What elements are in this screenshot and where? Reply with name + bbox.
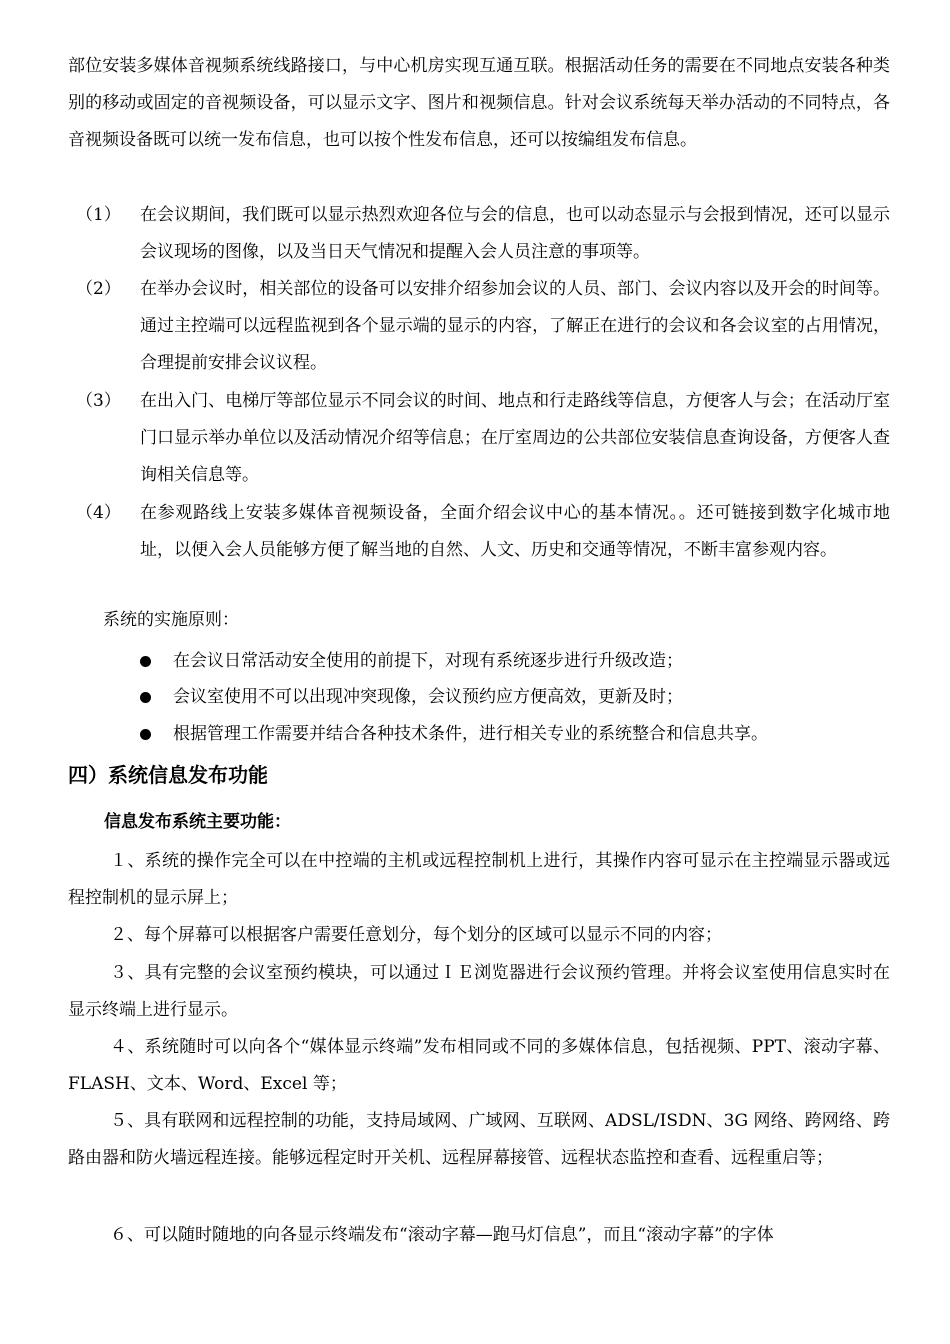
section-heading: 四）系统信息发布功能 (68, 763, 268, 787)
bullet-text: 在会议日常活动安全使用的前提下，对现有系统逐步进行升级改造； (173, 651, 683, 671)
bullet-text: 会议室使用不可以出现冲突现像，会议预约应方便高效，更新及时； (173, 687, 683, 707)
list-item-number: （2） (76, 279, 121, 299)
bullet-dot-icon (140, 656, 151, 667)
function-item-5: ５、具有联网和远程控制的功能，支持局域网、广域网、互联网、ADSL/ISDN、3G 网络、跨网络、跨路由器和防火墙远程连接。能够远程定时开关机、远程屏幕接管、远程状态监控和查看、远程重启等； (68, 1111, 890, 1168)
function-item-1: １、系统的操作完全可以在中控端的主机或远程控制机上进行，其操作内容可显示在主控端显示器或远程控制机的显示屏上； (68, 851, 890, 908)
intro-paragraph: 部位安装多媒体音视频系统线路接口，与中心机房实现互通互联。根据活动任务的需要在不同地点安装各种类别的移动或固定的音视频设备，可以显示文字、图片和视频信息。针对会议系统每天举办活动的不同特点，各音视频设备既可以统一发布信息，也可以按个性发布信息，还可以按编组发布信息。 (68, 56, 890, 150)
function-item-4: ４、系统随时可以向各个“媒体显示终端”发布相同或不同的多媒体信息，包括视频、PPT、滚动字幕、FLASH、文本、Word、Excel 等； (68, 1037, 890, 1094)
bullet-dot-icon (140, 692, 151, 703)
list-item-text: 在出入门、电梯厅等部位显示不同会议的时间、地点和行走路线等信息，方便客人与会；在活动厅室门口显示举办单位以及活动情况介绍等信息；在厅室周边的公共部位安装信息查询设备，方便客人查询相关信息等。 (140, 391, 890, 485)
list-item-text: 在举办会议时，相关部位的设备可以安排介绍参加会议的人员、部门、会议内容以及开会的时间等。通过主控端可以远程监视到各个显示端的显示的内容，了解正在进行的会议和各会议室的占用情况，合理提前安排会议议程。 (140, 279, 890, 373)
list-item-text: 在会议期间，我们既可以显示热烈欢迎各位与会的信息，也可以动态显示与会报到情况，还可以显示会议现场的图像，以及当日天气情况和提醒入会人员注意的事项等。 (140, 205, 890, 262)
function-item-3: ３、具有完整的会议室预约模块，可以通过ＩＥ浏览器进行会议预约管理。并将会议室使用信息实时在显示终端上进行显示。 (68, 963, 890, 1020)
list-item-number: （3） (76, 391, 121, 411)
function-item-2: ２、每个屏幕可以根据客户需要任意划分，每个划分的区域可以显示不同的内容； (110, 925, 722, 945)
list-item-number: （1） (76, 205, 121, 225)
bullet-dot-icon (140, 729, 151, 740)
bullet-text: 根据管理工作需要并结合各种技术条件，进行相关专业的系统整合和信息共享。 (173, 724, 768, 744)
sub-heading: 信息发布系统主要功能： (104, 812, 291, 832)
list-item-number: （4） (76, 503, 121, 523)
list-item-text: 在参观路线上安装多媒体音视频设备，全面介绍会议中心的基本情况。。还可链接到数字化城市地址，以便入会人员能够方便了解当地的自然、人文、历史和交通等情况，不断丰富参观内容。 (140, 503, 890, 560)
principles-label: 系统的实施原则： (103, 610, 239, 630)
function-item-6: ６、可以随时随地的向各显示终端发布“滚动字幕—跑马灯信息”，而且“滚动字幕”的字体 (110, 1225, 774, 1245)
